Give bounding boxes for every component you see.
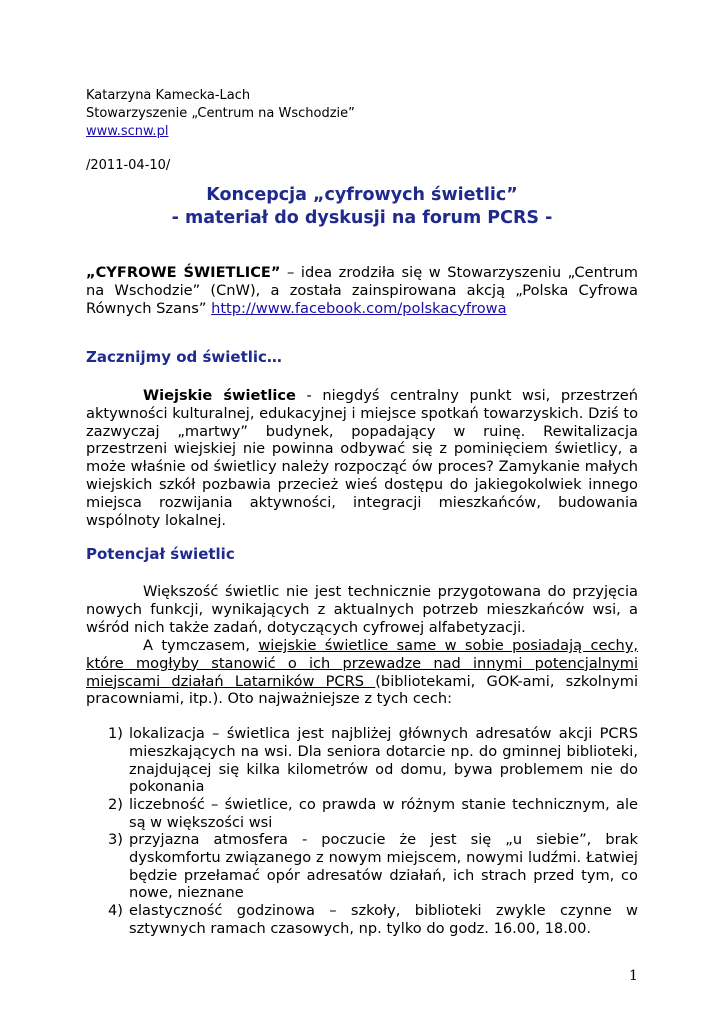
section2-para2-suffix: (bibliotekami, GOK-ami, szkolnymi pracowniami, itp.). Oto najważniejsze z tych cech: — [86, 672, 639, 708]
page-number: 1 — [629, 968, 638, 984]
section1-bold-term: Wiejskie świetlice — [143, 387, 296, 404]
intro-paragraph — [86, 264, 638, 317]
section-heading-potencjal: Potencjał świetlic — [86, 545, 235, 563]
section2-paragraph-1: Większość świetlic nie jest technicznie przygotowana do przyjęcia nowych funkcji, wynikających z aktualnych potrzeb mieszkańców wsi, a wśród nich także zadań, dotyczących cyfrowej alfabetyzacji. — [86, 583, 638, 636]
list-item-text: liczebność – świetlice, co prawda w różnym stanie technicznym, ale są w większości wsi — [129, 796, 638, 831]
document-subtitle: - materiał do dyskusji na forum PCRS - — [171, 208, 553, 228]
list-item-number: 1) — [108, 725, 123, 742]
document-date: /2011-04-10/ — [86, 158, 171, 173]
list-item-number: 3) — [108, 831, 123, 848]
list-item-number: 2) — [108, 796, 123, 813]
list-item-number: 4) — [108, 902, 123, 919]
intro-text: – idea zrodziła się w Stowarzyszeniu „Centrum na Wschodzie” (CnW), a została zainspirowana akcją „Polska Cyfrowa Równych Szans” — [86, 264, 639, 317]
section2-para2-underlined: wiejskie świetlice same w sobie posiadają cechy, które mogłyby stanowić o ich przewadze nad innymi potencjalnymi miejscami działań Latarników PCRS — [86, 637, 638, 690]
intro-bold-term: „CYFROWE ŚWIETLICE” — [86, 264, 281, 281]
section2-paragraph-2 — [86, 637, 638, 708]
section2-para2-prefix: A tymczasem, — [143, 637, 259, 654]
section1-paragraph — [86, 387, 638, 529]
website-link[interactable]: www.scnw.pl — [86, 124, 169, 139]
list-item-text: elastyczność godzinowa – szkoły, biblioteki zwykle czynne w sztywnych ramach czasowych, np. tylko do godz. 16.00, 18.00. — [129, 902, 638, 937]
list-item-text: przyjazna atmosfera - poczucie że jest się „u siebie”, brak dyskomfortu związanego z nowym miejscem, nowymi ludźmi. Łatwiej będzie przełamać opór adresatów działań, ich strach przed tym, co nowe, nieznane — [129, 831, 638, 902]
list-item-text: lokalizacja – świetlica jest najbliżej głównych adresatów akcji PCRS mieszkających na wsi. Dla seniora dotarcie np. do gminnej biblioteki, znajdującej się kilka kilometrów od domu, bywa problemem nie do pokonania — [129, 725, 638, 796]
organization-name: Stowarzyszenie „Centrum na Wschodzie” — [86, 106, 355, 121]
section-heading-swietlice: Zacznijmy od świetlic… — [86, 348, 282, 366]
section1-text: - niegdyś centralny punkt wsi, przestrzeń aktywności kulturalnej, edukacyjnej i miejsce spotkań towarzyskich. Dziś to zazwyczaj „martwy” budynek, popadający w ruinę. Rewitalizacja przestrzeni wiejskiej nie powinna odbywać się z pominięciem świetlicy, a może właśnie od świetlicy należy rozpocząć ów proces? Zamykanie małych wiejskich szkół pozbawia przecież wieś dostępu do jakiegokolwiek innego miejsca rozwijania aktywności, integracji mieszkańców, budowania wspólnoty lokalnej. — [86, 387, 638, 529]
author-name: Katarzyna Kamecka-Lach — [86, 88, 251, 103]
facebook-link[interactable]: http://www.facebook.com/polskacyfrowa — [211, 299, 507, 317]
document-title: Koncepcja „cyfrowych świetlic” — [206, 185, 518, 205]
